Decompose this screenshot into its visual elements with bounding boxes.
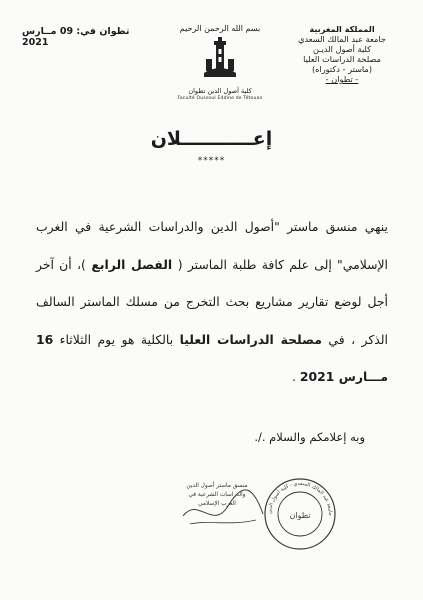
signature-line: والدراسات الشرعية في <box>188 492 246 498</box>
body-bold-office: مصلحة الدراسات العليا <box>179 331 322 347</box>
institution-line: (ماستر - دكتوراه) <box>311 64 373 74</box>
faculty-name-ar: كلية أصول الدين تطوان <box>188 87 252 95</box>
institution-line: - تطوان - <box>325 74 359 84</box>
body-segment: . <box>292 369 300 384</box>
institution-line: المملكة المغربية <box>309 24 375 34</box>
signature-stamp-area <box>178 476 368 568</box>
title-stars: ***** <box>197 156 226 166</box>
signature-line: منسق ماستر أصول الدين <box>186 483 248 489</box>
faculty-emblem-block <box>170 24 270 101</box>
institution-line: كلية أصول الديـن <box>312 44 372 54</box>
body-segment: بالكلية هو يوم الثلاثاء <box>53 331 180 347</box>
document-date: تطوان في: 09 مــارس 2021 <box>22 26 130 48</box>
body-segment: )، أن آخر أجل لوضع تقارير مشاريع بحث التخرج من مسلك الماستر السالف الذكر ، في <box>36 256 388 347</box>
body-bold-semester: الفصل الرابع <box>85 256 178 272</box>
faculty-logo-icon <box>198 37 242 81</box>
official-seal-icon <box>262 476 338 552</box>
body-bold-date: 16 مـــارس 2021 <box>36 331 388 384</box>
institution-header <box>283 24 401 84</box>
closing-line: وبه إعلامكم والسلام ./. <box>254 430 365 444</box>
faculty-name-fr: Faculté Oussoul Eddine de Tétouan <box>177 96 263 101</box>
basmala: بسم الله الرحمن الرحيم <box>179 24 261 33</box>
seal-ring-text: جامعة عبد المالك السعدي - كلية أصول الدين <box>266 480 334 516</box>
signature-line: الغرب الإسلامي <box>198 501 236 507</box>
institution-line: مصلحة الدراسات العليا <box>303 54 381 64</box>
announcement-body <box>36 208 388 396</box>
seal-city: تطوان <box>289 511 311 520</box>
announcement-title: إعـــــــــــلان <box>150 128 273 150</box>
institution-line: جامعة عبد المالك السعدي <box>298 34 386 44</box>
signature-scribble <box>178 476 268 536</box>
body-segment: ينهي منسق ماستر "أصول الدين والدراسات الشرعية في الغرب الإسلامي" إلى علم كافة طلبة الماستر ( <box>36 219 388 272</box>
